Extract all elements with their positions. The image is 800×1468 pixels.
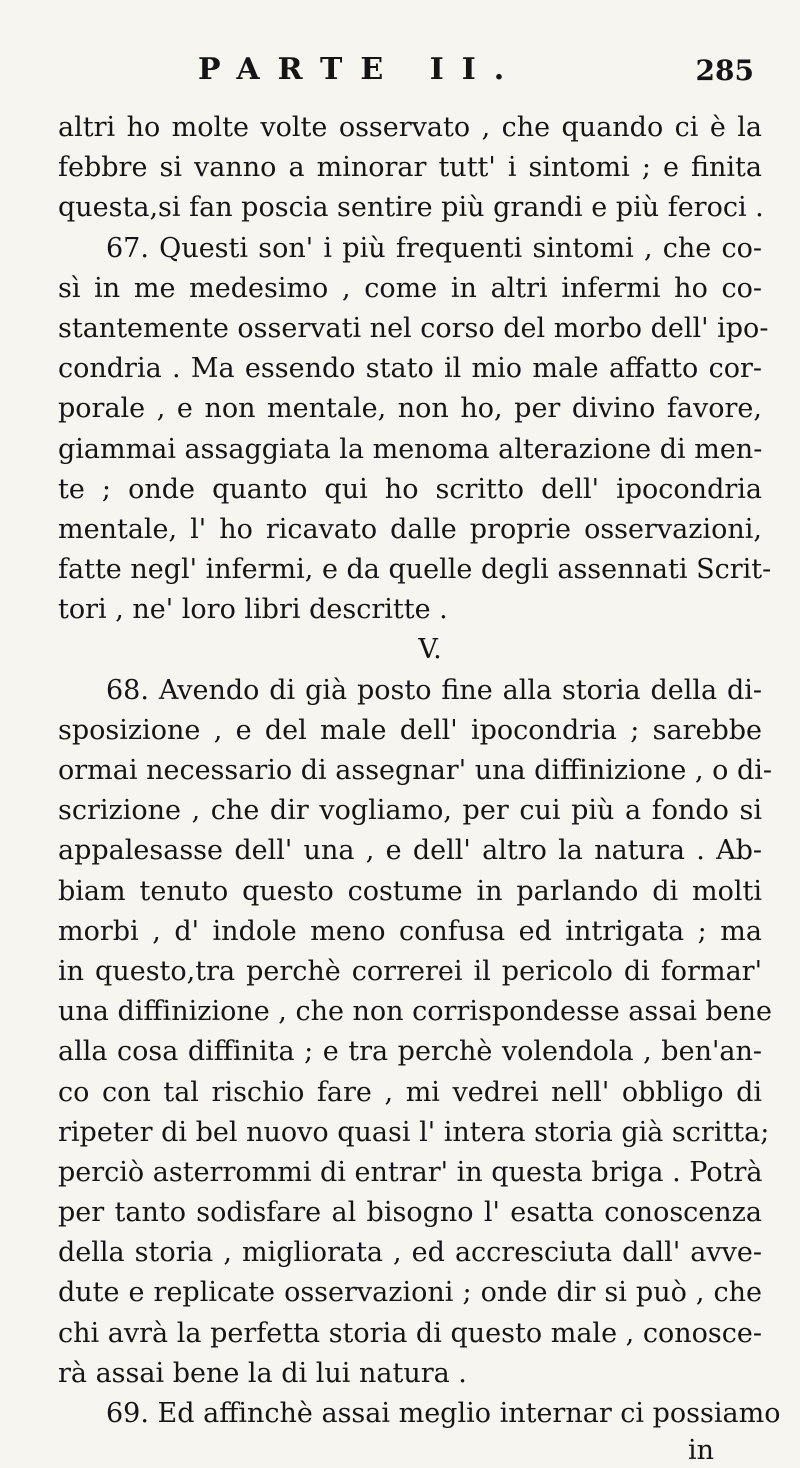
text-line: stantemente osservati nel corso del morbo dell' ipo-	[58, 312, 769, 344]
running-head	[58, 52, 762, 94]
section-heading: V.	[418, 634, 442, 666]
paragraph-67-first-line: 67. Questi son' i più frequenti sintomi , che co-	[106, 232, 762, 264]
text-line: fatte negl' infermi, e da quelle degli assennati Scrit-	[58, 554, 772, 586]
text-line: della storia , migliorata , ed accresciuta dall' avve-	[58, 1237, 762, 1269]
text-line: scrizione , che dir vogliamo, per cui più a fondo si	[58, 795, 762, 827]
text-line: chi avrà la perfetta storia di questo male , conosce-	[58, 1317, 762, 1349]
text-line: ripeter di bel nuovo quasi l' intera storia già scritta;	[58, 1116, 770, 1148]
text-line: te ; onde quanto qui ho scritto dell' ipocondria	[58, 473, 762, 505]
text-line: morbi , d' indole meno confusa ed intrigata ; ma	[58, 915, 762, 947]
text-line: mentale, l' ho ricavato dalle proprie osservazioni,	[58, 513, 762, 545]
text-line: febbre si vanno a minorar tutt' i sintomi ; e finita	[58, 152, 762, 184]
text-line: in questo,tra perchè correrei il pericolo di formar'	[58, 955, 762, 987]
text-line: rà assai bene la di lui natura .	[58, 1357, 467, 1389]
text-line: tori , ne' loro libri descritte .	[58, 594, 448, 626]
text-line: biam tenuto questo costume in parlando di molti	[58, 875, 762, 907]
catchword: in	[687, 1435, 714, 1467]
text-line: una diffinizione , che non corrispondesse assai bene	[58, 996, 773, 1028]
paragraph-69-first-line: 69. Ed affinchè assai meglio internar ci possiamo	[106, 1398, 781, 1429]
text-line: ormai necessario di assegnar' una diffinizione , o di-	[58, 755, 773, 786]
text-line: sì in me medesimo , come in altri infermi ho co-	[58, 272, 762, 304]
text-line: appalesasse dell' una , e dell' altro la natura . Ab-	[58, 835, 762, 867]
running-title: PARTE II.	[198, 52, 523, 87]
text-line: altri ho molte volte osservato , che quando ci è la	[58, 112, 762, 143]
text-line: alla cosa diffinita ; e tra perchè volendola , ben'an-	[58, 1036, 762, 1068]
text-line: sposizione , e del male dell' ipocondria ; sarebbe	[58, 714, 762, 746]
text-line: porale , e non mentale, non ho, per divino favore,	[58, 393, 762, 425]
text-line: per tanto sodisfare al bisogno l' esatta conoscenza	[58, 1197, 762, 1229]
text-line: dute e replicate osservazioni ; onde dir si può , che	[58, 1277, 762, 1309]
text-line: giammai assaggiata la menoma alterazione di men-	[58, 433, 763, 465]
text-line: co con tal rischio fare , mi vedrei nell' obbligo di	[58, 1076, 762, 1108]
text-line: perciò asterrommi di entrar' in questa briga . Potrà	[58, 1156, 763, 1188]
text-line: condria . Ma essendo stato il mio male affatto cor-	[58, 353, 762, 385]
paragraph-68-first-line: 68. Avendo di già posto fine alla storia della di-	[106, 674, 762, 706]
body-text	[58, 108, 781, 1468]
text-line: questa,si fan poscia sentire più grandi e più feroci .	[58, 192, 764, 224]
page-number: 285	[695, 54, 754, 87]
